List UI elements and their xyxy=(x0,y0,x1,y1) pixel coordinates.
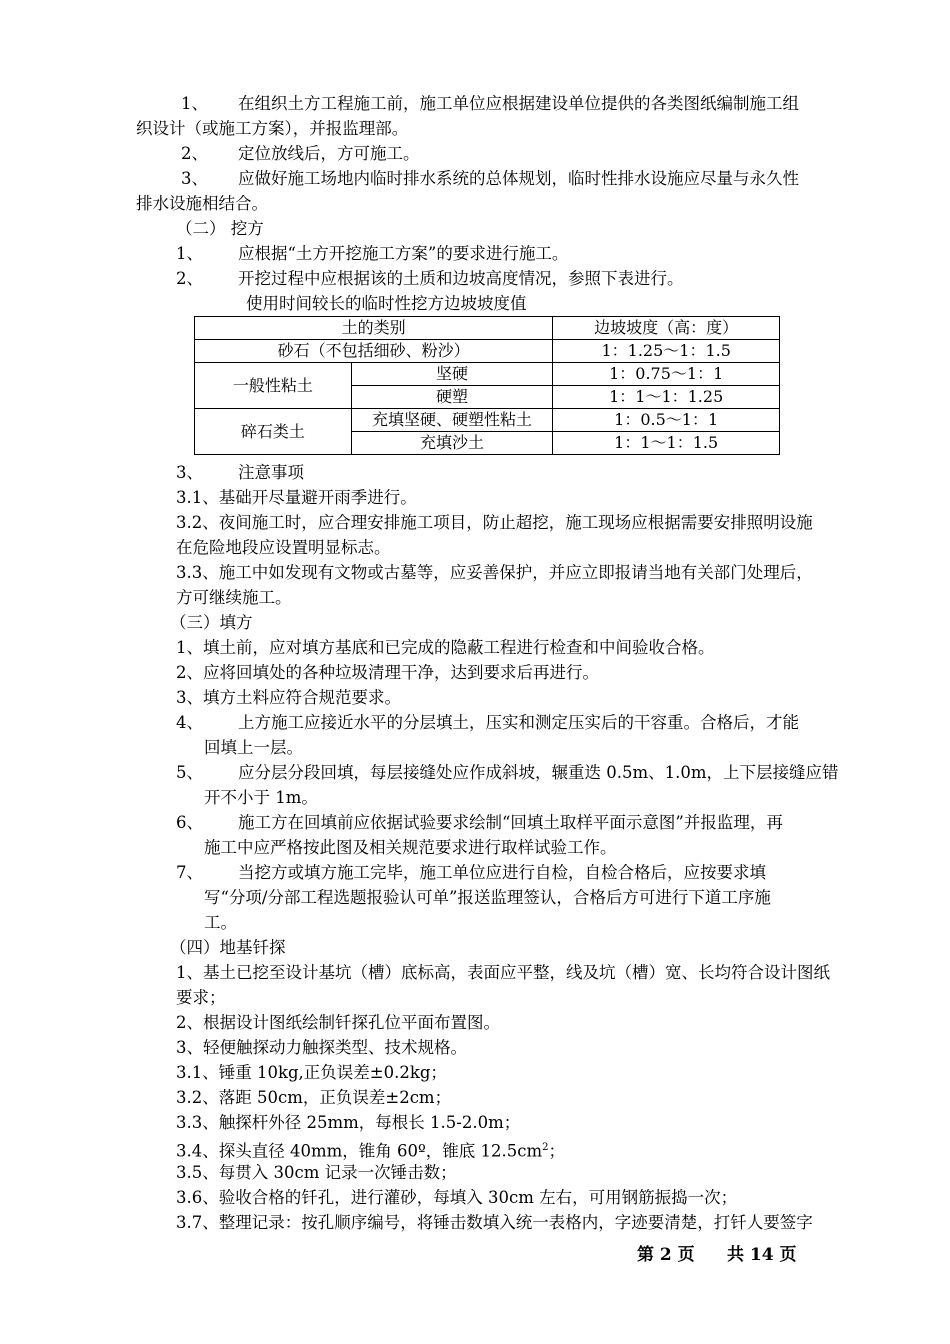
cell-slope: 1：1～1：1.5 xyxy=(553,432,780,455)
item-number: 1、 xyxy=(181,94,208,113)
cell-category: 砂石（不包括细砂、粉沙） xyxy=(195,340,553,363)
header-slope: 边坡坡度（高：度） xyxy=(553,317,780,340)
probe-item-1: 1、基土已挖至设计基坑（槽）底标高，表面应平整，线及坑（槽）宽、长均符合设计图纸 xyxy=(176,963,830,982)
cell-category: 一般性粘土 xyxy=(195,363,352,409)
item-number: 7、 xyxy=(176,863,203,882)
page-number: 第 2 页 xyxy=(637,1245,695,1265)
fill-item-2: 2、应将回填处的各种垃圾清理干净，达到要求后再进行。 xyxy=(176,663,599,682)
item-number: 2、 xyxy=(181,144,208,163)
item-number: 5、 xyxy=(176,763,203,782)
item-number: 6、 xyxy=(176,813,203,832)
spec-3-6: 3.6、验收合格的钎孔，进行灌砂，每填入 30cm 左右，可用钢筋振捣一次； xyxy=(176,1188,738,1207)
table-row xyxy=(195,340,780,363)
slope-table xyxy=(194,316,780,455)
item-number: 3、 xyxy=(176,463,203,482)
header-soil-type: 土的类别 xyxy=(195,317,553,340)
probe-item-3: 3、轻便触探动力触探类型、技术规格。 xyxy=(176,1038,467,1057)
item-text: 定位放线后，方可施工。 xyxy=(238,144,420,163)
item-number: 3、 xyxy=(181,169,208,188)
item-text: 注意事项 xyxy=(238,463,304,482)
spec-3-7: 3.7、整理记录：按孔顺序编号，将锤击数填入统一表格内，字迹要清楚，打钎人要签字 xyxy=(176,1213,813,1232)
fill-item-3: 3、填方土料应符合规范要求。 xyxy=(176,688,401,707)
note-3-2-cont: 在危险地段应设置明显标志。 xyxy=(176,538,391,557)
item-text: 上方施工应接近水平的分层填土，压实和测定压实后的干容重。合格后，才能 xyxy=(238,713,799,732)
cell-slope: 1：0.5～1：1 xyxy=(553,409,780,432)
cell-category: 碎石类土 xyxy=(195,409,352,455)
spec-3-4-text: 3.4、探头直径 40mm，锥角 60º，锥底 12.5cm xyxy=(176,1141,543,1161)
spec-3-3: 3.3、触探杆外径 25mm，每根长 1.5-2.0m； xyxy=(176,1113,521,1132)
note-3-1: 3.1、基础开尽量避开雨季进行。 xyxy=(176,488,417,507)
spec-3-4 xyxy=(176,1136,565,1164)
item-number: 4、 xyxy=(176,713,203,732)
superscript: 2 xyxy=(542,1142,549,1153)
fill-item-5-cont: 开不小于 1m。 xyxy=(204,788,318,807)
item-text: 应做好施工场地内临时排水系统的总体规划，临时性排水设施应尽量与永久性 xyxy=(238,169,799,188)
page-total: 共 14 页 xyxy=(727,1245,797,1265)
fill-item-7-cont: 写“分项/分部工程选题报验认可单”报送监理签认，合格后方可进行下道工序施 xyxy=(204,888,771,907)
item-text: 当挖方或填方施工完毕，施工单位应进行自检，自检合格后，应按要求填 xyxy=(238,863,766,882)
note-3-3: 3.3、施工中如发现有文物或古墓等，应妥善保护，并应立即报请当地有关部门处理后， xyxy=(176,563,813,582)
cell-subtype: 充填沙土 xyxy=(351,432,553,455)
cell-subtype: 坚硬 xyxy=(351,363,553,386)
item-text: 应根据“土方开挖施工方案”的要求进行施工。 xyxy=(238,244,569,263)
item-text: 施工方在回填前应依据试验要求绘制“回填土取样平面示意图”并报监理，再 xyxy=(238,813,783,832)
cell-slope: 1：0.75～1：1 xyxy=(553,363,780,386)
section-heading-probe: （四）地基钎探 xyxy=(170,938,286,957)
note-3-3-cont: 方可继续施工。 xyxy=(176,588,292,607)
fill-item-7-cont2: 工。 xyxy=(204,913,237,932)
cell-slope: 1：1.25～1：1.5 xyxy=(553,340,780,363)
fill-item-1: 1、填土前，应对填方基底和已完成的隐蔽工程进行检查和中间验收合格。 xyxy=(176,638,715,657)
probe-item-1-cont: 要求； xyxy=(176,988,226,1007)
table-row xyxy=(195,363,780,386)
item-text: 在组织土方工程施工前，施工单位应根据建设单位提供的各类图纸编制施工组 xyxy=(238,94,799,113)
item-number: 1、 xyxy=(176,244,203,263)
fill-item-4-cont: 回填上一层。 xyxy=(204,738,303,757)
item-text: 应分层分段回填，每层接缝处应作成斜坡，辗重迭 0.5m、1.0m，上下层接缝应错 xyxy=(238,763,839,782)
probe-item-2: 2、根据设计图纸绘制钎探孔位平面布置图。 xyxy=(176,1013,500,1032)
note-3-2: 3.2、夜间施工时，应合理安排施工项目，防止超挖，施工现场应根据需要安排照明设施 xyxy=(176,513,813,532)
section-heading-excavation: （二） 挖方 xyxy=(176,219,264,238)
item-3-cont: 排水设施相结合。 xyxy=(136,194,268,213)
fill-item-6-cont: 施工中应严格按此图及相关规范要求进行取样试验工作。 xyxy=(204,838,617,857)
cell-subtype: 充填坚硬、硬塑性粘土 xyxy=(351,409,553,432)
spec-3-5: 3.5、每贯入 30cm 记录一次锤击数； xyxy=(176,1163,457,1182)
spec-3-4-end: ； xyxy=(548,1141,566,1161)
item-number: 2、 xyxy=(176,269,203,288)
table-header-row xyxy=(195,317,780,340)
cell-slope: 1：1～1：1.25 xyxy=(553,386,780,409)
section-heading-fill: （三）填方 xyxy=(170,613,253,632)
item-text: 开挖过程中应根据该的土质和边坡高度情况，参照下表进行。 xyxy=(238,269,684,288)
item-1-cont: 织设计（或施工方案），并报监理部。 xyxy=(136,119,409,138)
table-caption: 使用时间较长的临时性挖方边坡坡度值 xyxy=(246,294,527,313)
table-row xyxy=(195,409,780,432)
cell-subtype: 硬塑 xyxy=(351,386,553,409)
spec-3-2: 3.2、落距 50cm，正负误差±2cm； xyxy=(176,1088,452,1107)
spec-3-1: 3.1、锤重 10kg,正负误差±0.2kg； xyxy=(176,1063,447,1082)
